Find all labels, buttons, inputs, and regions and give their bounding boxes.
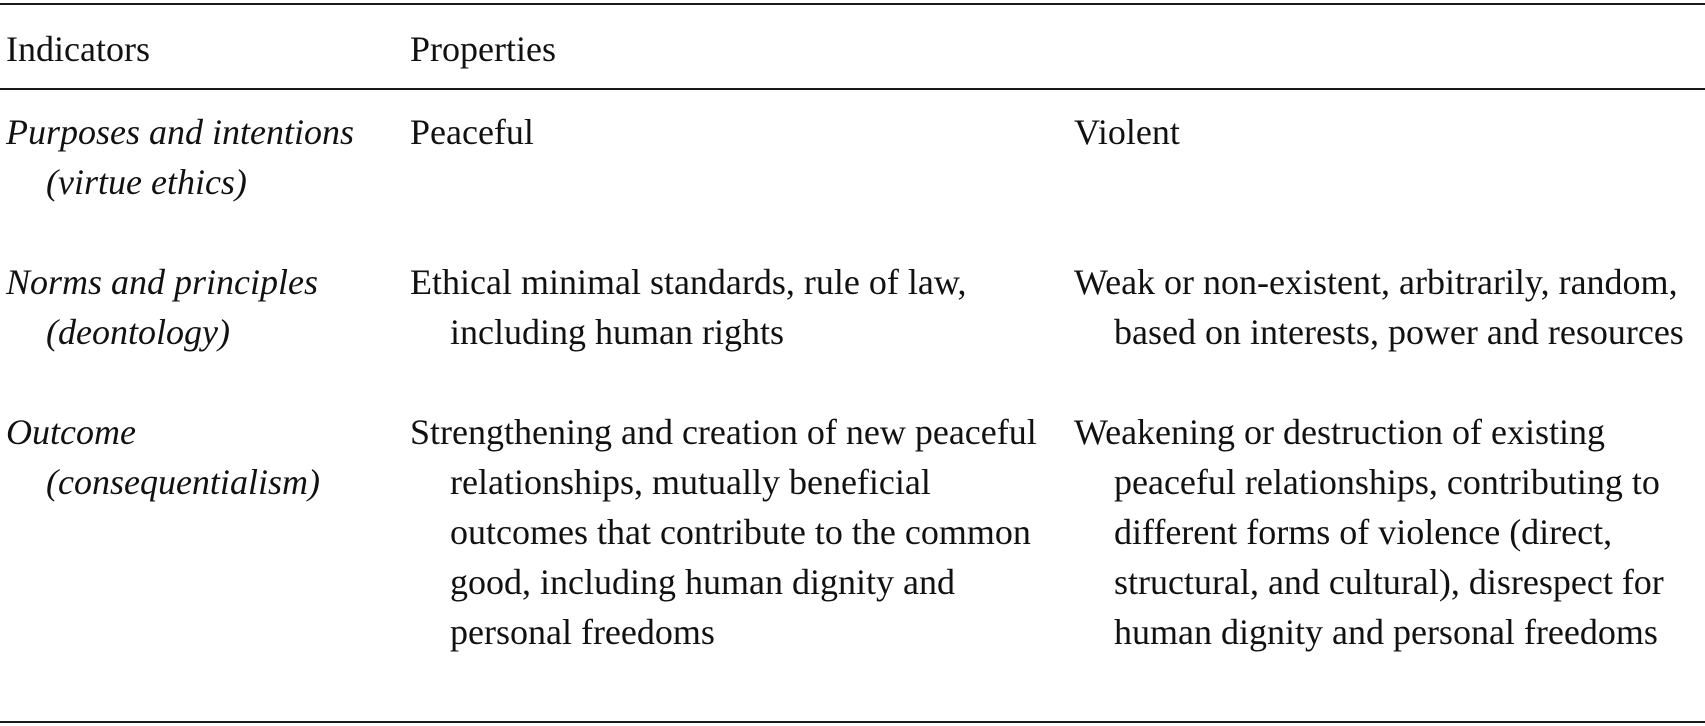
header-indicators-label: Indicators: [6, 29, 150, 69]
table-row-3-violent: [1074, 407, 1704, 657]
table-row-3-indicator: [6, 407, 386, 507]
indicator-text: Purposes and intentions (virtue ethics): [6, 112, 354, 202]
peaceful-text: Ethical minimal standards, rule of law, including human rights: [410, 262, 967, 352]
header-properties: [410, 24, 1050, 74]
indicator-text: Outcome (consequentialism): [6, 412, 320, 502]
table-top-rule: [0, 3, 1705, 5]
table-row-2-indicator: [6, 257, 386, 357]
subheader-peaceful: Peaceful: [410, 112, 534, 152]
table-row-1-peaceful: [410, 107, 1050, 157]
table-row-3-peaceful: [410, 407, 1050, 657]
violent-text: Weak or non-existent, arbitrarily, random, based on interests, power and resources: [1074, 262, 1684, 352]
header-properties-label: Properties: [410, 29, 556, 69]
table-row-1-indicator: [6, 107, 386, 207]
table-bottom-rule: [0, 721, 1705, 723]
violent-text: Weakening or destruction of existing peaceful relationships, contributing to different forms of violence (direct, structural, and cultural), disrespect for human dignity and personal freedoms: [1074, 412, 1664, 652]
table-header-rule: [0, 88, 1705, 90]
table-row-2-violent: [1074, 257, 1704, 357]
header-indicators: [6, 24, 386, 74]
table-row-1-violent: [1074, 107, 1704, 157]
table-row-2-peaceful: [410, 257, 1050, 357]
peaceful-text: Strengthening and creation of new peaceful relationships, mutually beneficial outcomes that contribute to the common good, including human dignity and personal freedoms: [410, 412, 1037, 652]
indicator-text: Norms and principles (deontology): [6, 262, 319, 352]
subheader-violent: Violent: [1074, 112, 1180, 152]
